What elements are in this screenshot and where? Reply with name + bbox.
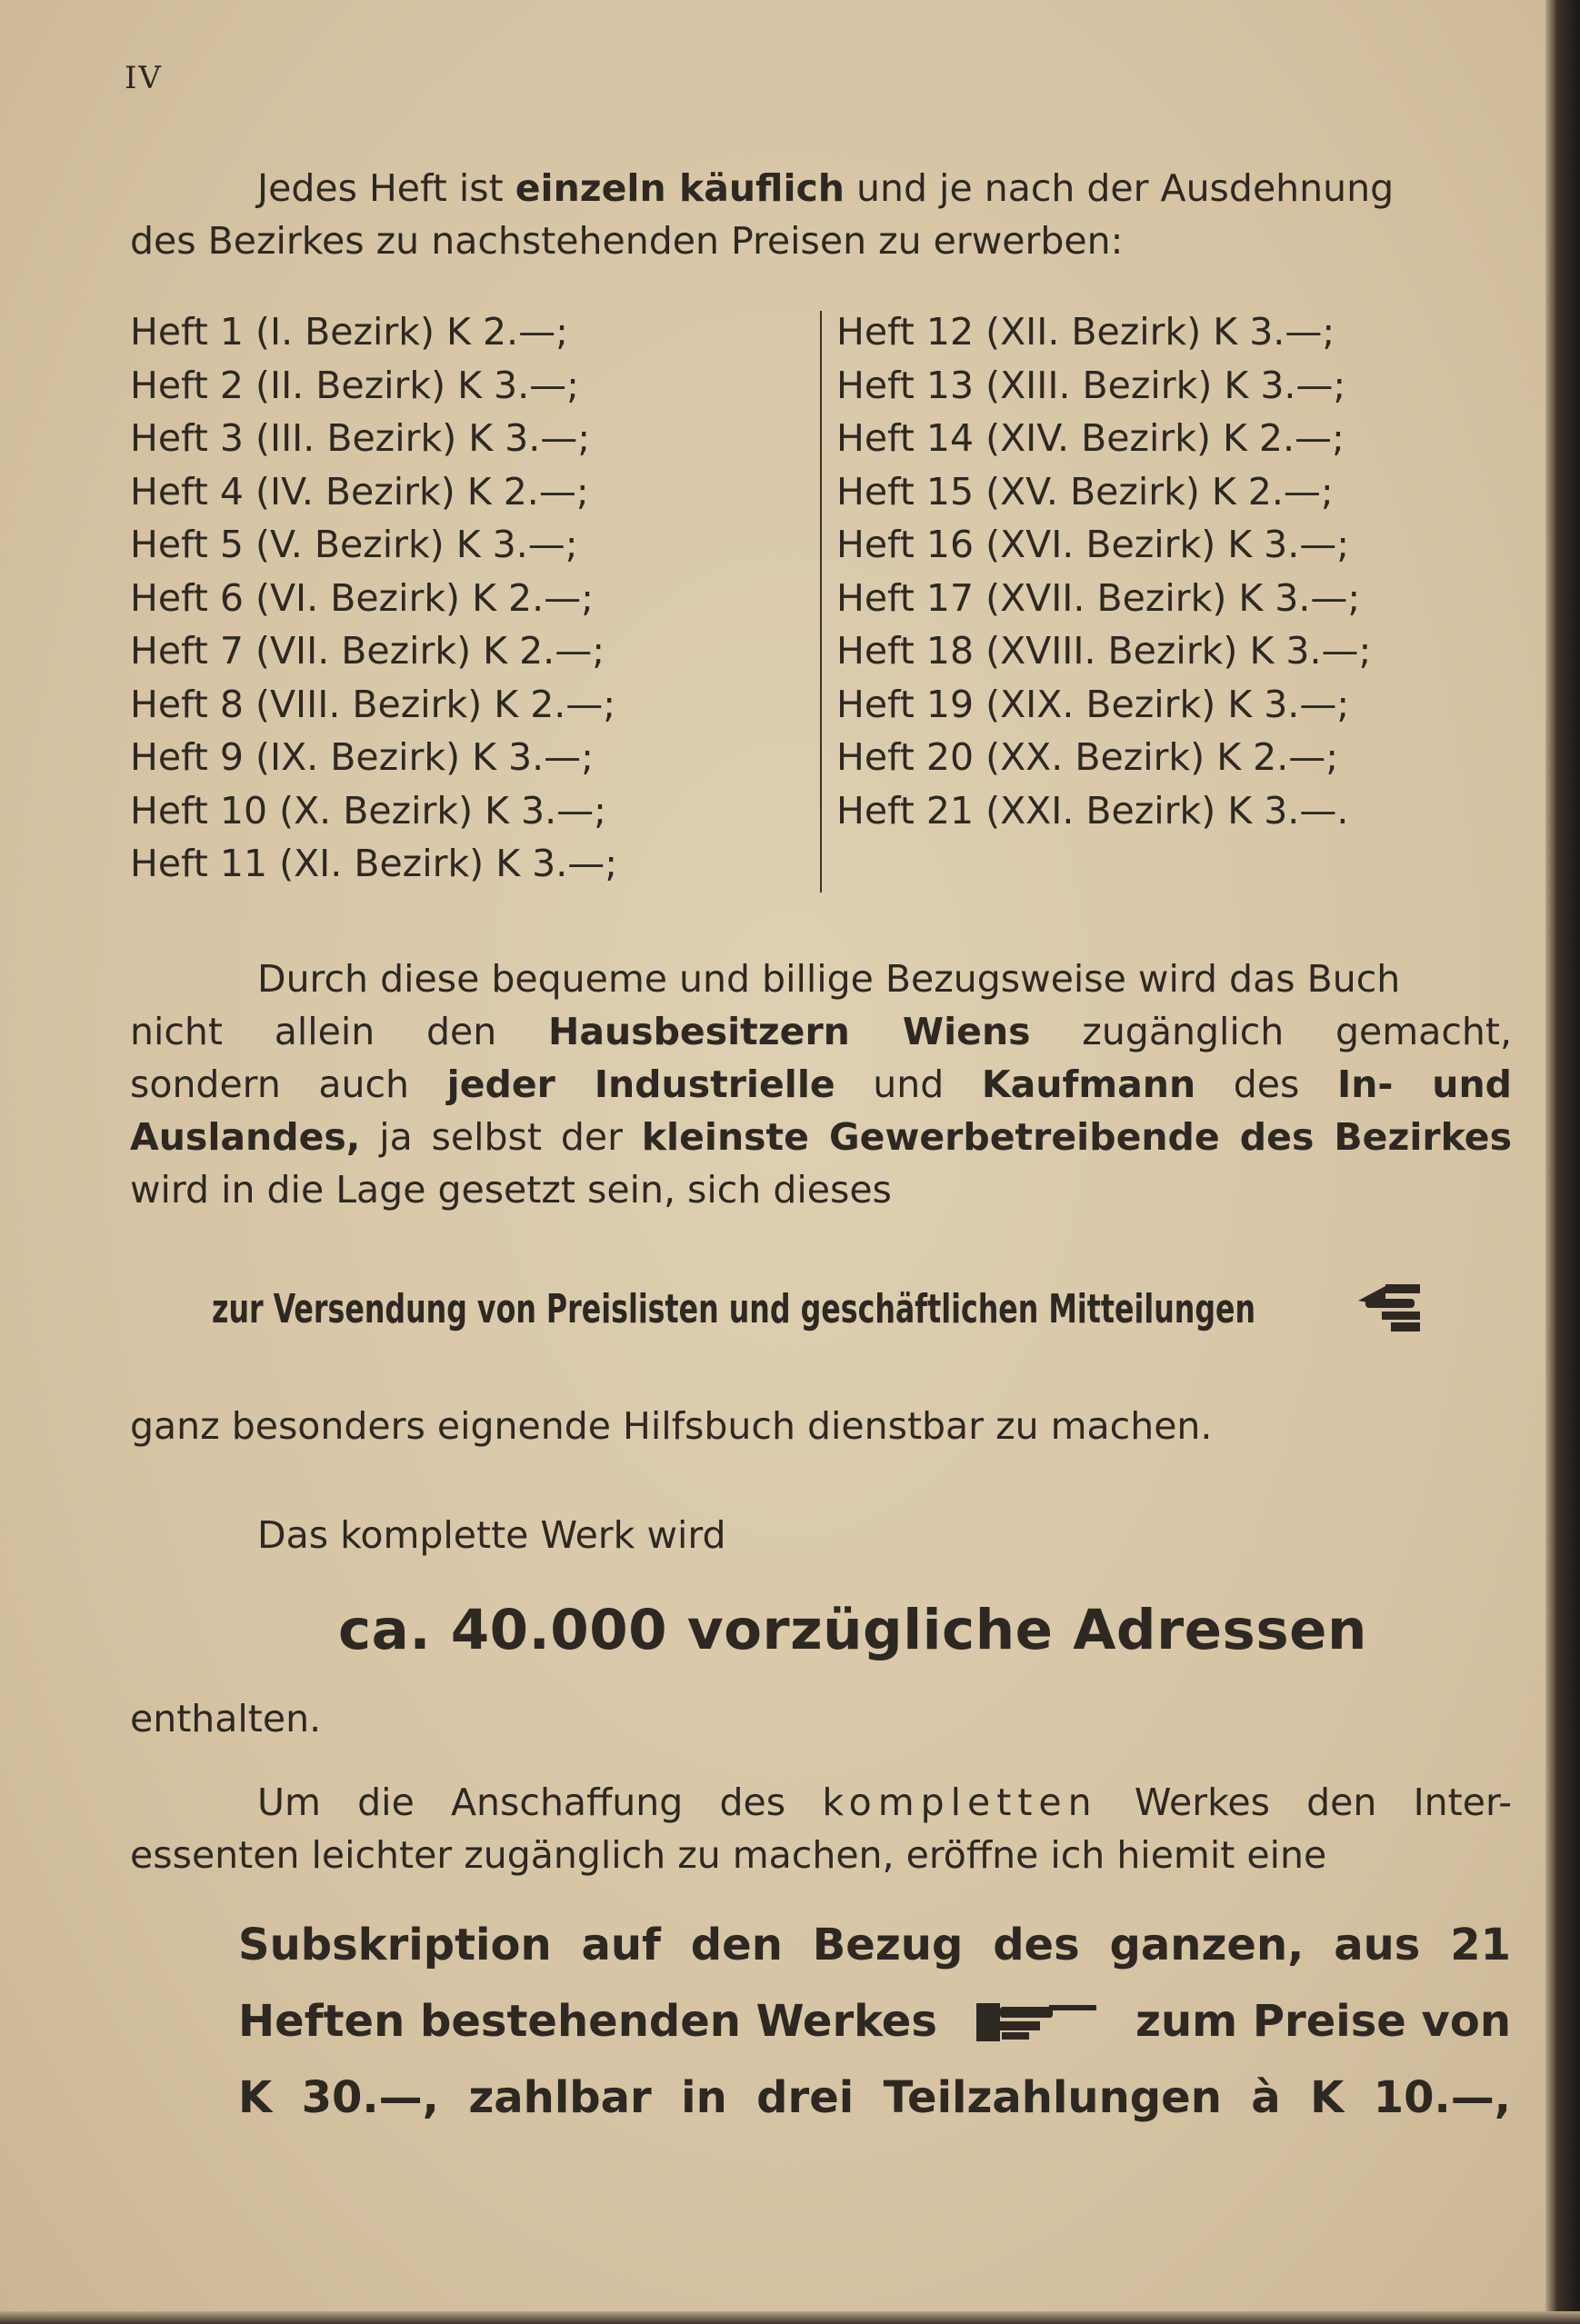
list-item: Heft 10 (X. Bezirk) K 3.—; <box>130 788 606 833</box>
column-divider <box>820 311 822 893</box>
list-item: Heft 19 (XIX. Bezirk) K 3.—; <box>836 682 1350 726</box>
para2-bold: kleinste Gewerbetreibende des Bezirkes <box>641 1115 1512 1159</box>
para2-text: zugänglich gemacht, <box>1030 1010 1512 1053</box>
list-item: Heft 13 (XIII. Bezirk) K 3.—; <box>836 363 1346 407</box>
page-number: IV <box>125 60 163 96</box>
list-item: Heft 20 (XX. Bezirk) K 2.—; <box>836 735 1339 779</box>
para2-line-4 <box>130 1111 1512 1163</box>
para3: ganz besonders eignende Hilfsbuch dienstbar zu machen. <box>130 1404 1213 1448</box>
subscription-text: zum Preise von <box>1135 1996 1511 2047</box>
para2-line-2 <box>130 1005 1512 1058</box>
list-item: Heft 18 (XVIII. Bezirk) K 3.—; <box>836 629 1372 673</box>
intro-bold: einzeln käuflich <box>515 166 845 210</box>
list-item: Heft 11 (XI. Bezirk) K 3.—; <box>130 842 618 885</box>
heft-list-left <box>130 305 617 891</box>
subscription-line-1 <box>238 1907 1511 1983</box>
list-item: Heft 8 (VIII. Bezirk) K 2.—; <box>130 682 616 726</box>
para4-text: Um die Anschaffung des <box>257 1780 823 1824</box>
headline: ca. 40.000 vorzügliche Adressen <box>338 1598 1367 1662</box>
page-edge-bottom <box>0 2311 1580 2324</box>
list-item: Heft 5 (V. Bezirk) K 3.—; <box>130 523 578 566</box>
enthalten: enthalten. <box>130 1697 322 1741</box>
para4-line-1 <box>257 1776 1512 1829</box>
intro-line-1 <box>257 162 1394 214</box>
subscription-text: K 30.—, zahlbar in drei Teilzahlungen à K 10.—, <box>238 2072 1511 2123</box>
para2-text: nicht allein den <box>130 1010 548 1053</box>
intro-line-2: des Bezirkes zu nachstehenden Preisen zu erwerben: <box>130 219 1124 263</box>
intro-text: Jedes Heft ist <box>257 166 515 210</box>
list-item: Heft 3 (III. Bezirk) K 3.—; <box>130 416 591 460</box>
para2-text: des <box>1195 1062 1337 1106</box>
banner <box>195 1268 1432 1350</box>
para2-bold: In- und <box>1336 1062 1512 1106</box>
para2-line-1: Durch diese bequeme und billige Bezugsweise wird das Buch <box>257 957 1401 1001</box>
para2-text: ja selbst der <box>360 1115 642 1159</box>
werk-intro: Das komplette Werk wird <box>257 1513 726 1557</box>
list-item: Heft 9 (IX. Bezirk) K 3.—; <box>130 735 594 779</box>
list-item: Heft 17 (XVII. Bezirk) K 3.—; <box>836 575 1361 620</box>
para2-text: sondern auch <box>130 1062 447 1106</box>
pointing-hand-icon <box>973 1998 1100 2045</box>
list-item: Heft 15 (XV. Bezirk) K 2.—; <box>836 469 1334 514</box>
list-item: Heft 4 (IV. Bezirk) K 2.—; <box>130 469 589 514</box>
para2-bold: Hausbesitzern Wiens <box>548 1010 1031 1053</box>
para2-line-5: wird in die Lage gesetzt sein, sich dieses <box>130 1168 892 1212</box>
subscription-text: Subskription auf den Bezug des ganzen, aus 21 <box>238 1920 1511 1970</box>
list-item: Heft 2 (II. Bezirk) K 3.—; <box>130 363 579 407</box>
para4-line-2: essenten leichter zugänglich zu machen, eröffne ich hiemit eine <box>130 1833 1327 1877</box>
intro-text-end: und je nach der Ausdehnung <box>845 166 1395 210</box>
para4-text: Werkes den Inter- <box>1097 1780 1512 1824</box>
list-item: Heft 21 (XXI. Bezirk) K 3.—. <box>836 788 1349 833</box>
para2-text: und <box>835 1062 982 1106</box>
para2-bold: jeder Industrielle <box>446 1062 835 1106</box>
list-item: Heft 7 (VII. Bezirk) K 2.—; <box>130 629 605 673</box>
list-item: Heft 6 (VI. Bezirk) K 2.—; <box>130 575 594 620</box>
heft-list-right <box>836 305 1371 837</box>
banner-text: zur Versendung von Preislisten und geschäftlichen Mitteilungen <box>212 1285 1256 1332</box>
para2-bold: Auslandes, <box>130 1115 361 1159</box>
subscription-line-2 <box>238 1983 1511 2060</box>
para2-line-3 <box>130 1058 1512 1111</box>
list-item: Heft 1 (I. Bezirk) K 2.—; <box>130 310 568 354</box>
para2-bold: Kaufmann <box>981 1062 1196 1106</box>
list-item: Heft 16 (XVI. Bezirk) K 3.—; <box>836 523 1350 566</box>
subscription-text: Heften bestehenden Werkes <box>238 1996 937 2047</box>
list-item: Heft 12 (XII. Bezirk) K 3.—; <box>836 310 1335 354</box>
subscription-line-3 <box>238 2060 1511 2136</box>
pointing-hand-icon <box>1355 1277 1424 1341</box>
para4-spaced: kompletten <box>822 1780 1098 1824</box>
list-item: Heft 14 (XIV. Bezirk) K 2.—; <box>836 416 1345 460</box>
page-edge-shadow <box>1545 0 1580 2324</box>
